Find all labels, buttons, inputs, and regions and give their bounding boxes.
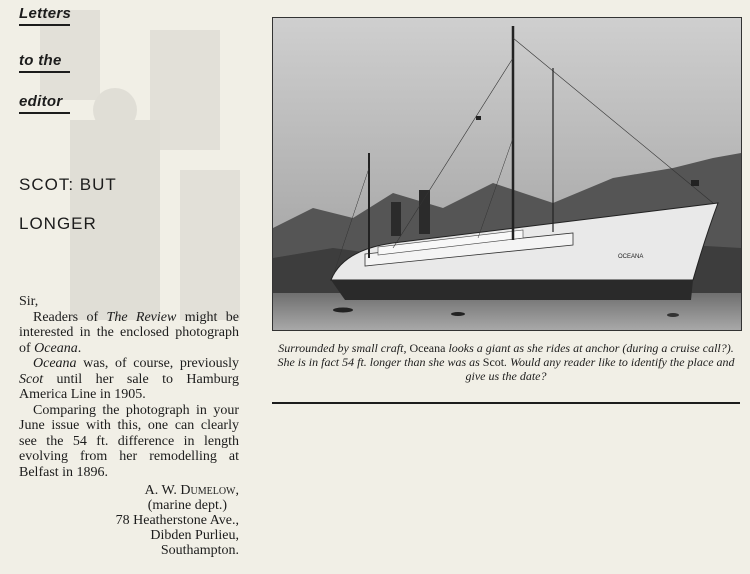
letter-paragraph-1: Readers of The Review might be interested in the enclosed photograph of Oceana. <box>19 309 239 356</box>
ship-photograph <box>272 17 742 331</box>
section-heading-line-2: to the <box>19 52 70 73</box>
letter-paragraph-2: Oceana was, of course, previously Scot until her sale to Hamburg America Line in 1905. <box>19 356 239 402</box>
caption-divider <box>272 402 740 404</box>
letter-body <box>19 294 239 574</box>
headline-line-1: SCOT: BUT <box>19 175 117 194</box>
headline-line-2: LONGER <box>19 214 97 233</box>
letter-salutation: Sir, <box>19 294 39 309</box>
section-heading-line-3: editor <box>19 93 70 114</box>
signature-name: A. W. Dumelow, <box>144 483 239 498</box>
section-heading-line-1: Letters <box>19 5 70 26</box>
signature-department: (marine dept.) <box>147 498 227 513</box>
signature-address-1: 78 Heatherstone Ave., <box>115 513 239 528</box>
background-photo-faint <box>0 0 270 330</box>
letter-paragraph-3: Comparing the photograph in your June issue with this, one can clearly see the 54 ft. difference in length evolving from her remodelling at Belfast in 1896. <box>19 402 239 480</box>
signature-town: Southampton. <box>160 543 239 558</box>
hull-name-lettering: OCEANA <box>618 254 644 260</box>
signature-address-2: Dibden Purlieu, <box>150 528 239 543</box>
photo-caption: Surrounded by small craft, Oceana looks a giant as she rides at anchor (during a cruise call?). She is in fact 54 ft. longer than she was as Scot. Would any reader like to identify the place and give us the date? <box>277 341 735 383</box>
